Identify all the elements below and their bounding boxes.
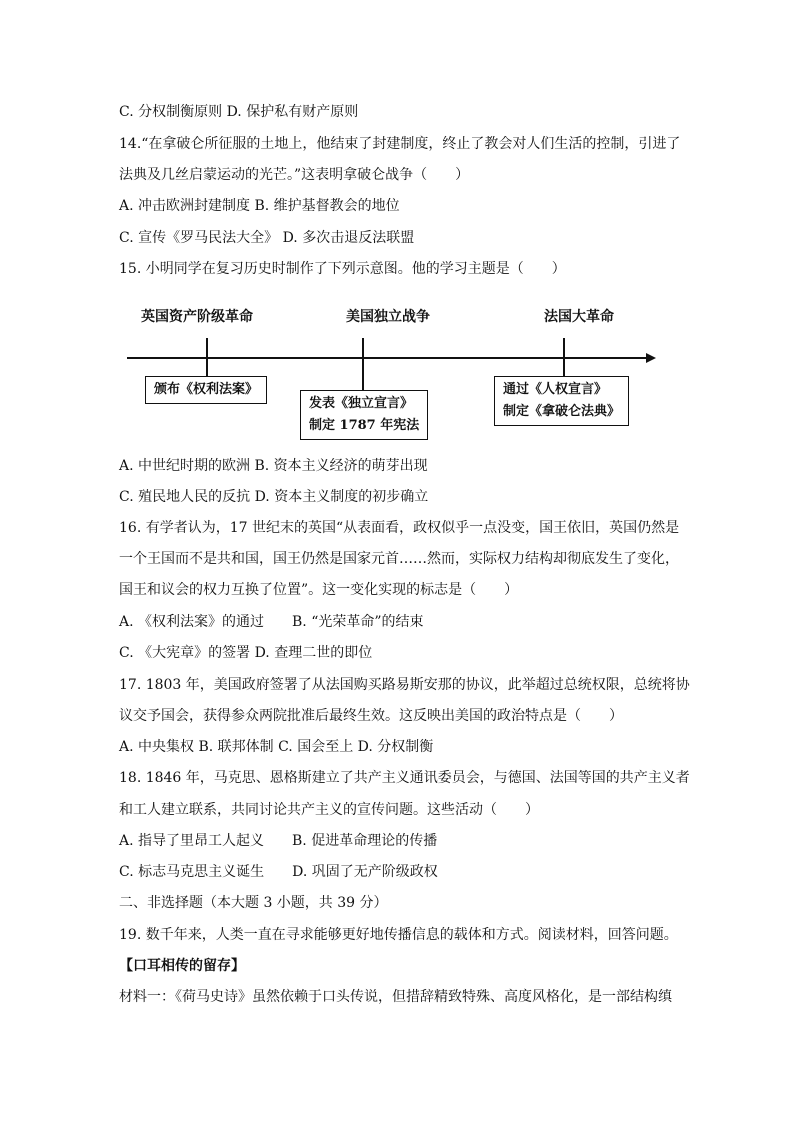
q16-stem-line3: 国王和议会的权力互换了位置”。这一变化实现的标志是（ ） xyxy=(119,582,519,598)
q16-stem-line1: 16. 有学者认为，17 世纪末的英国“从表面看，政权似乎一点没变，国王依旧，英国仍然是 xyxy=(119,520,680,536)
timeline-event-french-revolution: 法国大革命 xyxy=(544,309,614,325)
q15-options-ab: A. 中世纪时期的欧洲 B. 资本主义经济的萌芽出现 xyxy=(119,458,428,474)
q16-options-cd: C. 《大宪章》的签署 D. 查理二世的即位 xyxy=(119,645,373,661)
timeline-event-english-revolution: 英国资产阶级革命 xyxy=(141,309,253,325)
section-two-heading: 二、非选择题（本大题 3 小题，共 39 分） xyxy=(119,895,388,911)
timeline-box-rights-of-man xyxy=(494,376,629,426)
q18-options-cd: C. 标志马克思主义诞生 D. 巩固了无产阶级政权 xyxy=(119,864,438,880)
q16-stem-line2: 一个王国而不是共和国，国王仍然是国家元首……然而，实际权力结构却彻底发生了变化， xyxy=(119,551,679,567)
q14-stem-line1: 14.“在拿破仑所征服的土地上，他结束了封建制度，终止了教会对人们生活的控制，引进了 xyxy=(119,136,681,152)
q14-options-ab: A. 冲击欧洲封建制度 B. 维护基督教会的地位 xyxy=(119,198,400,214)
timeline-tick xyxy=(563,338,565,376)
timeline-box-bill-of-rights xyxy=(145,376,267,404)
timeline-tick xyxy=(362,338,364,390)
q16-options-ab: A. 《权利法案》的通过 B. “光荣革命”的结束 xyxy=(119,614,424,630)
q18-stem-line1: 18. 1846 年，马克思、恩格斯建立了共产主义通讯委员会，与德国、法国等国的共产主义者 xyxy=(119,770,690,786)
timeline-box-declaration-independence xyxy=(300,390,428,440)
q15-stem: 15. 小明同学在复习历史时制作了下列示意图。他的学习主题是（ ） xyxy=(119,261,566,277)
timeline-box-line: 通过《人权宣言》 xyxy=(503,382,608,397)
q17-stem-line2: 议交予国会，获得参众两院批准后最终生效。这反映出美国的政治特点是（ ） xyxy=(119,708,623,724)
timeline-box-line: 制定《拿破仑法典》 xyxy=(503,404,621,419)
timeline-box-line: 颁布《权利法案》 xyxy=(154,382,259,397)
q17-stem-line1: 17. 1803 年，美国政府签署了从法国购买路易斯安那的协议，此举超过总统权限，总统将协 xyxy=(119,677,690,693)
timeline-arrow-icon xyxy=(646,353,656,363)
q19-material-one: 材料一：《荷马史诗》虽然依赖于口头传说，但措辞精致特殊、高度风格化，是一部结构缜 xyxy=(119,989,672,1005)
q15-options-cd: C. 殖民地人民的反抗 D. 资本主义制度的初步确立 xyxy=(119,489,429,505)
timeline-diagram xyxy=(0,295,794,445)
q19-stem: 19. 数千年来，人类一直在寻求能够更好地传播信息的载体和方式。阅读材料，回答问题。 xyxy=(119,927,678,943)
q18-options-ab: A. 指导了里昂工人起义 B. 促进革命理论的传播 xyxy=(119,833,438,849)
q18-stem-line2: 和工人建立联系，共同讨论共产主义的宣传问题。这些活动（ ） xyxy=(119,802,539,818)
timeline-event-american-war: 美国独立战争 xyxy=(346,309,430,325)
q19-subheading: 【口耳相传的留存】 xyxy=(119,958,245,974)
q17-options: A. 中央集权 B. 联邦体制 C. 国会至上 D. 分权制衡 xyxy=(119,739,434,755)
timeline-tick xyxy=(206,338,208,376)
q13-options-cd: C. 分权制衡原则 D. 保护私有财产原则 xyxy=(119,104,359,120)
timeline-box-line: 发表《独立宣言》 xyxy=(309,396,414,411)
timeline-box-line: 制定 1787 年宪法 xyxy=(309,418,420,433)
q14-options-cd: C. 宣传《罗马民法大全》 D. 多次击退反法联盟 xyxy=(119,230,415,246)
q14-stem-line2: 法典及几丝启蒙运动的光芒。”这表明拿破仑战争（ ） xyxy=(119,167,470,183)
